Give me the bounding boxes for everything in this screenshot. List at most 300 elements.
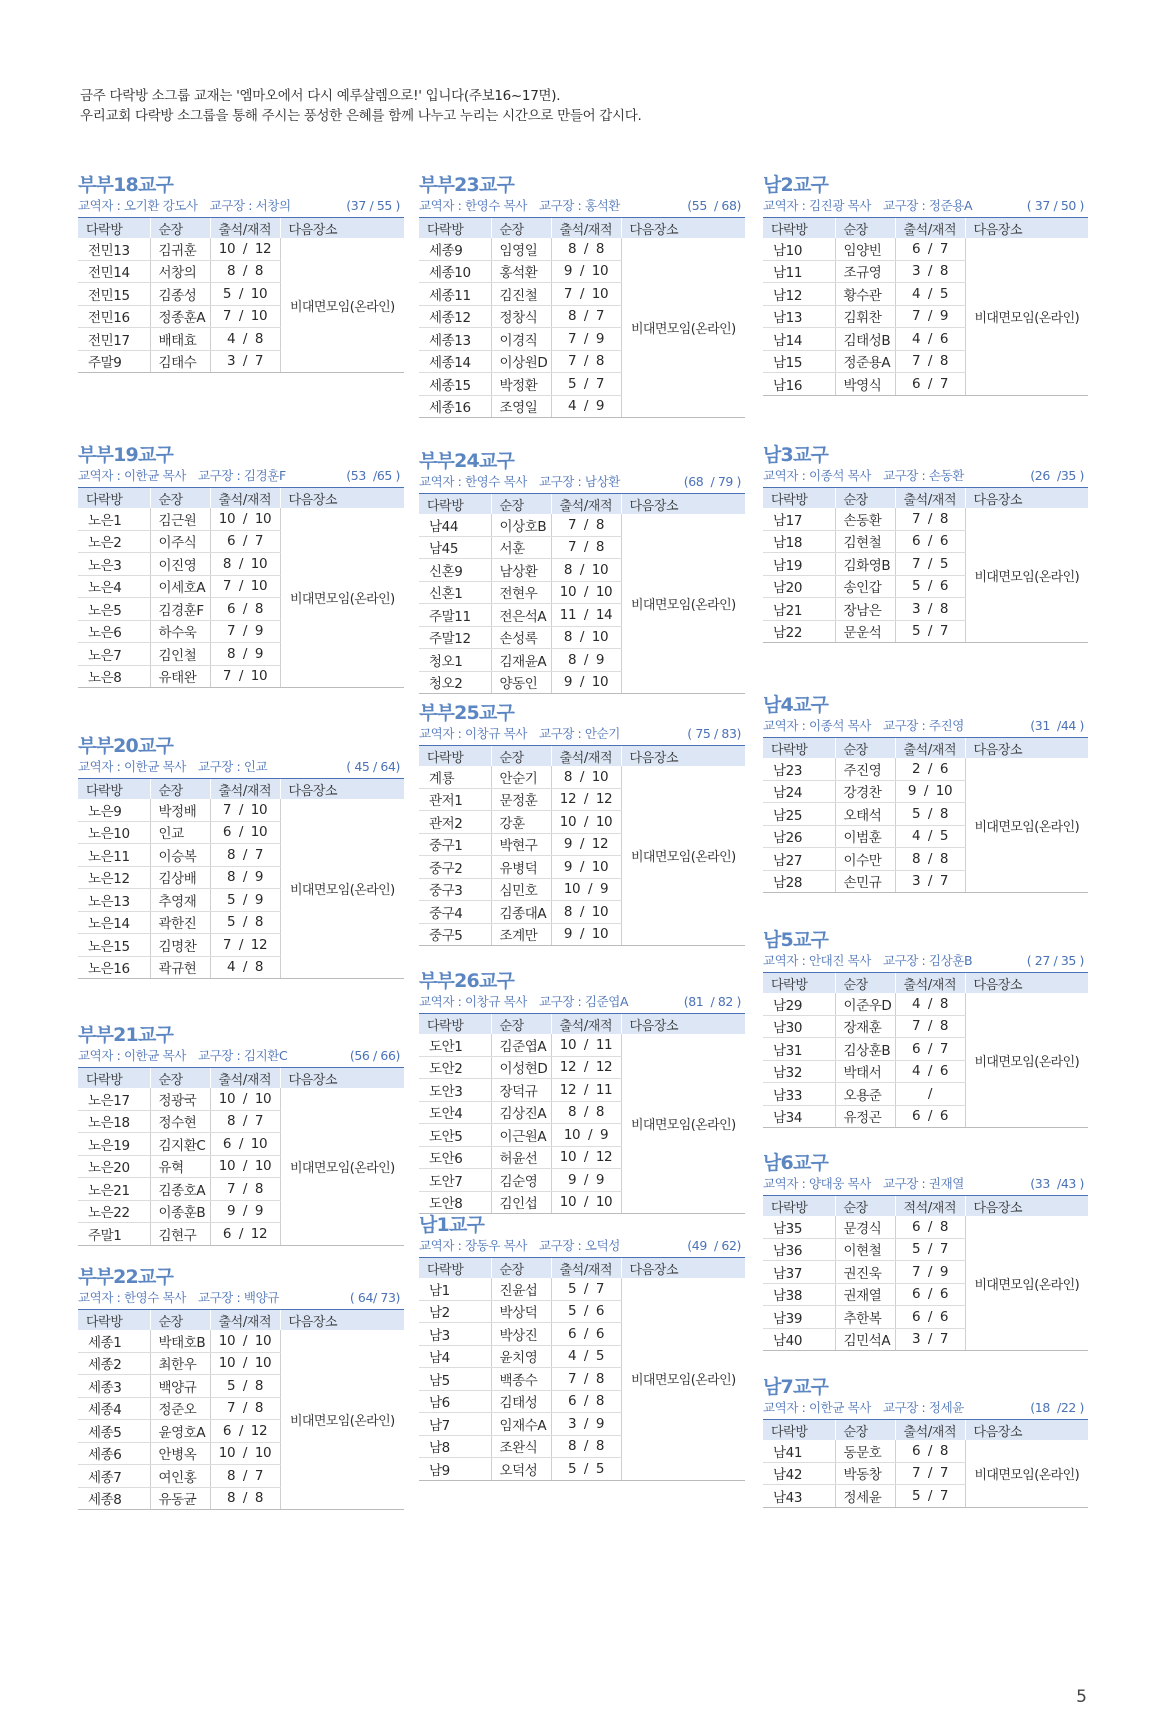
leader-cell: 유동균 (150, 1487, 210, 1510)
table-header-row (763, 1196, 1088, 1216)
room-cell: 노은11 (78, 844, 150, 867)
district-staff (763, 468, 964, 484)
header-place: 다음장소 (621, 218, 745, 238)
district-block (419, 450, 745, 694)
table-header-row (419, 746, 745, 766)
district-block (78, 174, 404, 373)
leader-cell: 하수욱 (150, 620, 210, 643)
leader-cell: 안순기 (491, 766, 551, 788)
room-cell: 세종12 (419, 305, 491, 328)
attendance-cell: 6 / 10 (210, 1133, 280, 1156)
attendance-cell: 8 / 10 (210, 553, 280, 576)
district-teacher: 교역자 : 이종석 목사 (763, 468, 871, 483)
district-info (78, 1048, 404, 1068)
leader-cell: 주진영 (835, 758, 895, 780)
room-cell: 전민14 (78, 260, 150, 283)
table-row (78, 1330, 404, 1352)
attendance-cell: 3 / 7 (895, 1328, 965, 1351)
district-count: (26 /35 ) (1030, 468, 1084, 483)
attendance-cell: 10 / 11 (551, 1034, 621, 1056)
district-count: (37 / 55 ) (346, 198, 400, 213)
district-info (419, 994, 745, 1014)
table-header-row (763, 488, 1088, 508)
attendance-cell: 5 / 7 (895, 1485, 965, 1508)
district-table (78, 1068, 404, 1246)
attendance-cell: 8 / 10 (551, 626, 621, 649)
leader-cell: 허윤선 (491, 1146, 551, 1169)
room-cell: 남19 (763, 553, 835, 576)
district-teacher: 교역자 : 이창규 목사 (419, 726, 527, 741)
header-room: 다락방 (763, 973, 835, 993)
table-header-row (763, 218, 1088, 238)
leader-cell: 오용준 (835, 1083, 895, 1106)
table-header-row (78, 779, 404, 799)
attendance-cell: 8 / 7 (210, 1465, 280, 1488)
leader-cell: 이근원A (491, 1124, 551, 1147)
leader-cell: 김태성 (491, 1390, 551, 1413)
header-leader: 순장 (150, 1310, 210, 1330)
header-room: 다락방 (763, 1420, 835, 1440)
room-cell: 남36 (763, 1238, 835, 1261)
leader-cell: 박현구 (491, 833, 551, 856)
attendance-cell: 5 / 8 (895, 803, 965, 826)
header-leader: 순장 (491, 1014, 551, 1034)
district-leader: 교구장 : 김상훈B (882, 953, 973, 968)
district-block (419, 174, 745, 418)
district-info (78, 759, 404, 779)
room-cell: 도안8 (419, 1191, 491, 1214)
header-room: 다락방 (763, 1196, 835, 1216)
table-header-row (78, 218, 404, 238)
table-header-row (419, 218, 745, 238)
room-cell: 노은4 (78, 575, 150, 598)
attendance-cell: 7 / 8 (551, 350, 621, 373)
header-room: 다락방 (78, 779, 150, 799)
leader-cell: 곽규현 (150, 956, 210, 979)
attendance-cell: 10 / 10 (210, 1352, 280, 1375)
room-cell: 전민16 (78, 305, 150, 328)
room-cell: 중구4 (419, 901, 491, 924)
district-count: (31 /44 ) (1030, 718, 1084, 733)
district-teacher: 교역자 : 오기환 강도사 (78, 198, 198, 213)
district-leader: 교구장 : 서창의 (209, 198, 291, 213)
table-row (419, 1278, 745, 1300)
district-leader: 교구장 : 남상환 (538, 474, 620, 489)
district-teacher: 교역자 : 김진광 목사 (763, 198, 871, 213)
next-place-cell: 비대면모임(온라인) (280, 799, 404, 979)
attendance-cell: 10 / 9 (551, 1124, 621, 1147)
leader-cell: 김지환C (150, 1133, 210, 1156)
room-cell: 남28 (763, 870, 835, 893)
attendance-cell: 5 / 7 (551, 1278, 621, 1300)
attendance-cell: 10 / 10 (551, 811, 621, 834)
room-cell: 세종11 (419, 283, 491, 306)
room-cell: 세종1 (78, 1330, 150, 1352)
header-place: 다음장소 (965, 488, 1088, 508)
leader-cell: 이성현D (491, 1056, 551, 1079)
attendance-cell: 9 / 12 (551, 833, 621, 856)
room-cell: 세종16 (419, 395, 491, 418)
room-cell: 중구1 (419, 833, 491, 856)
leader-cell: 이진영 (150, 553, 210, 576)
leader-cell: 배태효 (150, 328, 210, 351)
attendance-cell: 5 / 6 (895, 575, 965, 598)
header-leader: 순장 (835, 738, 895, 758)
attendance-cell: 4 / 8 (210, 328, 280, 351)
attendance-cell: 10 / 10 (210, 1330, 280, 1352)
district-teacher: 교역자 : 한영수 목사 (419, 198, 527, 213)
attendance-cell: 6 / 8 (895, 1216, 965, 1238)
attendance-cell: 4 / 5 (895, 283, 965, 306)
district-staff (419, 474, 620, 490)
header-place: 다음장소 (965, 738, 1088, 758)
district-teacher: 교역자 : 장동우 목사 (419, 1238, 527, 1253)
district-title: 부부24교구 (419, 450, 515, 472)
district-staff (419, 1238, 620, 1254)
room-cell: 도안3 (419, 1079, 491, 1102)
header-attendance: 출석/재적 (210, 1310, 280, 1330)
header-attendance: 출석/재적 (551, 1014, 621, 1034)
attendance-cell: 8 / 10 (551, 766, 621, 788)
attendance-cell: 7 / 10 (210, 305, 280, 328)
leader-cell: 김순영 (491, 1169, 551, 1192)
district-table (78, 779, 404, 979)
leader-cell: 황수관 (835, 283, 895, 306)
table-row (763, 758, 1088, 780)
attendance-cell: 6 / 10 (210, 821, 280, 844)
attendance-cell: 8 / 9 (210, 643, 280, 666)
header-place: 다음장소 (621, 746, 745, 766)
district-leader: 교구장 : 주진영 (882, 718, 964, 733)
leader-cell: 인교 (150, 821, 210, 844)
room-cell: 남4 (419, 1345, 491, 1368)
room-cell: 도안4 (419, 1101, 491, 1124)
header-place: 다음장소 (280, 1068, 404, 1088)
district-info (763, 198, 1088, 218)
leader-cell: 정창식 (491, 305, 551, 328)
room-cell: 전민17 (78, 328, 150, 351)
district-count: ( 45 / 64) (346, 759, 400, 774)
attendance-cell: 6 / 7 (895, 238, 965, 260)
attendance-cell: 6 / 6 (895, 530, 965, 553)
leader-cell: 문운석 (835, 620, 895, 643)
header-place: 다음장소 (621, 494, 745, 514)
district-teacher: 교역자 : 이한균 목사 (78, 1048, 186, 1063)
leader-cell: 김종호A (150, 1178, 210, 1201)
room-cell: 남9 (419, 1458, 491, 1481)
room-cell: 노은12 (78, 866, 150, 889)
header-attendance: 출석/재적 (895, 738, 965, 758)
leader-cell: 윤치영 (491, 1345, 551, 1368)
header-leader: 순장 (491, 218, 551, 238)
leader-cell: 장덕규 (491, 1079, 551, 1102)
next-place-cell: 비대면모임(온라인) (280, 1088, 404, 1245)
district-teacher: 교역자 : 한영수 목사 (419, 474, 527, 489)
district-leader: 교구장 : 김지환C (197, 1048, 288, 1063)
next-place-cell: 비대면모임(온라인) (621, 1278, 745, 1480)
leader-cell: 이주식 (150, 530, 210, 553)
leader-cell: 김상훈B (835, 1038, 895, 1061)
leader-cell: 이세호A (150, 575, 210, 598)
district-count: ( 75 / 83) (687, 726, 741, 741)
leader-cell: 곽한진 (150, 911, 210, 934)
attendance-cell: 7 / 9 (551, 328, 621, 351)
header-place: 다음장소 (280, 488, 404, 508)
header-room: 다락방 (419, 1014, 491, 1034)
leader-cell: 문경식 (835, 1216, 895, 1238)
table-header-row (763, 738, 1088, 758)
leader-cell: 김종대A (491, 901, 551, 924)
header-leader: 순장 (491, 746, 551, 766)
district-count: (68 / 79 ) (683, 474, 741, 489)
attendance-cell: 5 / 5 (551, 1458, 621, 1481)
leader-cell: 서창의 (150, 260, 210, 283)
leader-cell: 손동환 (835, 508, 895, 530)
district-count: (49 / 62) (687, 1238, 741, 1253)
attendance-cell: 10 / 12 (210, 238, 280, 260)
leader-cell: 김상배 (150, 866, 210, 889)
district-leader: 교구장 : 안순기 (538, 726, 620, 741)
district-block (763, 444, 1088, 643)
room-cell: 남22 (763, 620, 835, 643)
next-place-cell: 비대면모임(온라인) (621, 514, 745, 694)
district-title: 부부19교구 (78, 444, 174, 466)
attendance-cell: 8 / 8 (210, 260, 280, 283)
header-room: 다락방 (78, 218, 150, 238)
district-block (763, 1152, 1088, 1351)
attendance-cell: 6 / 6 (895, 1283, 965, 1306)
room-cell: 노은9 (78, 799, 150, 821)
attendance-cell: 10 / 10 (551, 581, 621, 604)
leader-cell: 추영재 (150, 889, 210, 912)
table-header-row (763, 1420, 1088, 1440)
next-place-cell: 비대면모임(온라인) (280, 238, 404, 373)
attendance-cell: 7 / 9 (210, 620, 280, 643)
attendance-cell: 10 / 10 (210, 508, 280, 530)
header-room: 다락방 (78, 1310, 150, 1330)
room-cell: 노은21 (78, 1178, 150, 1201)
room-cell: 남14 (763, 328, 835, 351)
attendance-cell: 7 / 10 (210, 665, 280, 688)
district-table (78, 218, 404, 373)
header-room: 다락방 (763, 488, 835, 508)
attendance-cell: 7 / 5 (895, 553, 965, 576)
attendance-cell: 6 / 6 (551, 1323, 621, 1346)
leader-cell: 박태호B (150, 1330, 210, 1352)
room-cell: 남45 (419, 536, 491, 559)
leader-cell: 김준엽A (491, 1034, 551, 1056)
attendance-cell: / (895, 1083, 965, 1106)
district-info (78, 1290, 404, 1310)
room-cell: 남30 (763, 1015, 835, 1038)
attendance-cell: 8 / 7 (210, 1110, 280, 1133)
district-staff (78, 468, 286, 484)
room-cell: 노은22 (78, 1200, 150, 1223)
district-table (419, 1258, 745, 1481)
room-cell: 노은6 (78, 620, 150, 643)
leader-cell: 김휘찬 (835, 305, 895, 328)
room-cell: 세종10 (419, 260, 491, 283)
room-cell: 청오1 (419, 649, 491, 672)
room-cell: 남34 (763, 1105, 835, 1128)
header-attendance: 출석/재적 (210, 218, 280, 238)
district-table (763, 1420, 1088, 1508)
room-cell: 노은15 (78, 934, 150, 957)
room-cell: 남18 (763, 530, 835, 553)
header-leader: 순장 (491, 494, 551, 514)
header-room: 다락방 (419, 494, 491, 514)
leader-cell: 김명찬 (150, 934, 210, 957)
attendance-cell: 8 / 10 (551, 901, 621, 924)
room-cell: 전민15 (78, 283, 150, 306)
header-attendance: 출석/재적 (210, 1068, 280, 1088)
room-cell: 남41 (763, 1440, 835, 1462)
leader-cell: 이상원D (491, 350, 551, 373)
attendance-cell: 3 / 8 (895, 260, 965, 283)
district-block (419, 1214, 745, 1481)
table-header-row (419, 1014, 745, 1034)
district-table (763, 488, 1088, 643)
attendance-cell: 4 / 6 (895, 1060, 965, 1083)
room-cell: 노은3 (78, 553, 150, 576)
attendance-cell: 6 / 8 (551, 1390, 621, 1413)
next-place-cell: 비대면모임(온라인) (965, 758, 1088, 893)
district-count: ( 37 / 50 ) (1026, 198, 1084, 213)
district-info (763, 1176, 1088, 1196)
attendance-cell: 10 / 12 (551, 1146, 621, 1169)
header-attendance: 출석/재적 (895, 488, 965, 508)
leader-cell: 김재윤A (491, 649, 551, 672)
leader-cell: 이경직 (491, 328, 551, 351)
attendance-cell: 4 / 9 (551, 395, 621, 418)
header-place: 다음장소 (621, 1258, 745, 1278)
next-place-cell: 비대면모임(온라인) (965, 238, 1088, 395)
district-staff (419, 198, 620, 214)
district-title: 부부25교구 (419, 702, 515, 724)
district-title: 부부22교구 (78, 1266, 174, 1288)
leader-cell: 김종성 (150, 283, 210, 306)
leader-cell: 김현구 (150, 1223, 210, 1246)
table-row (78, 238, 404, 260)
table-row (78, 1088, 404, 1110)
room-cell: 노은17 (78, 1088, 150, 1110)
leader-cell: 추한복 (835, 1306, 895, 1329)
room-cell: 세종14 (419, 350, 491, 373)
table-row (763, 1440, 1088, 1462)
room-cell: 세종3 (78, 1375, 150, 1398)
room-cell: 남10 (763, 238, 835, 260)
attendance-cell: 9 / 9 (551, 1169, 621, 1192)
attendance-cell: 6 / 12 (210, 1420, 280, 1443)
district-title: 부부20교구 (78, 735, 174, 757)
attendance-cell: 7 / 8 (210, 1397, 280, 1420)
attendance-cell: 10 / 10 (210, 1088, 280, 1110)
attendance-cell: 4 / 8 (895, 993, 965, 1015)
leader-cell: 권진욱 (835, 1261, 895, 1284)
attendance-cell: 7 / 12 (210, 934, 280, 957)
attendance-cell: 3 / 7 (895, 870, 965, 893)
leader-cell: 김태수 (150, 350, 210, 373)
table-row (763, 238, 1088, 260)
room-cell: 계룡 (419, 766, 491, 788)
header-place: 다음장소 (965, 1196, 1088, 1216)
room-cell: 관저1 (419, 788, 491, 811)
table-row (763, 508, 1088, 530)
attendance-cell: 9 / 10 (551, 260, 621, 283)
leader-cell: 강훈 (491, 811, 551, 834)
district-leader: 교구장 : 정준용A (882, 198, 973, 213)
leader-cell: 백종수 (491, 1368, 551, 1391)
header-place: 다음장소 (621, 1014, 745, 1034)
table-header-row (78, 488, 404, 508)
attendance-cell: 8 / 9 (551, 649, 621, 672)
leader-cell: 유태완 (150, 665, 210, 688)
leader-cell: 박영식 (835, 373, 895, 396)
attendance-cell: 6 / 6 (895, 1306, 965, 1329)
header-leader: 순장 (835, 1196, 895, 1216)
leader-cell: 정세윤 (835, 1485, 895, 1508)
attendance-cell: 7 / 7 (895, 1462, 965, 1485)
room-cell: 신혼9 (419, 559, 491, 582)
table-header-row (78, 1310, 404, 1330)
room-cell: 남26 (763, 825, 835, 848)
room-cell: 남44 (419, 514, 491, 536)
leader-cell: 문정훈 (491, 788, 551, 811)
table-header-row (78, 1068, 404, 1088)
table-row (763, 1216, 1088, 1238)
attendance-cell: 4 / 5 (895, 825, 965, 848)
district-leader: 교구장 : 권재열 (882, 1176, 964, 1191)
district-leader: 교구장 : 손동환 (882, 468, 964, 483)
attendance-cell: 8 / 10 (551, 559, 621, 582)
district-staff (78, 198, 291, 214)
attendance-cell: 7 / 8 (551, 514, 621, 536)
district-title: 남7교구 (763, 1376, 829, 1398)
header-leader: 순장 (835, 1420, 895, 1440)
district-teacher: 교역자 : 이창규 목사 (419, 994, 527, 1009)
leader-cell: 유정곤 (835, 1105, 895, 1128)
district-leader: 교구장 : 정세윤 (882, 1400, 964, 1415)
district-count: ( 27 / 35 ) (1026, 953, 1084, 968)
leader-cell: 김경훈F (150, 598, 210, 621)
header-attendance: 출석/재적 (210, 779, 280, 799)
attendance-cell: 8 / 9 (210, 866, 280, 889)
district-staff (763, 1176, 964, 1192)
room-cell: 세종2 (78, 1352, 150, 1375)
district-block (78, 444, 404, 688)
attendance-cell: 7 / 8 (551, 536, 621, 559)
room-cell: 남23 (763, 758, 835, 780)
district-info (763, 468, 1088, 488)
leader-cell: 박정배 (150, 799, 210, 821)
attendance-cell: 8 / 8 (551, 1435, 621, 1458)
room-cell: 남8 (419, 1435, 491, 1458)
room-cell: 노은8 (78, 665, 150, 688)
leader-cell: 진윤섭 (491, 1278, 551, 1300)
room-cell: 남21 (763, 598, 835, 621)
district-block (763, 1376, 1088, 1508)
district-table (419, 1014, 745, 1214)
leader-cell: 임양빈 (835, 238, 895, 260)
room-cell: 남29 (763, 993, 835, 1015)
leader-cell: 오태석 (835, 803, 895, 826)
district-table (78, 488, 404, 688)
room-cell: 노은18 (78, 1110, 150, 1133)
attendance-cell: 6 / 12 (210, 1223, 280, 1246)
room-cell: 도안1 (419, 1034, 491, 1056)
header-attendance: 출석/재적 (895, 973, 965, 993)
leader-cell: 이현철 (835, 1238, 895, 1261)
